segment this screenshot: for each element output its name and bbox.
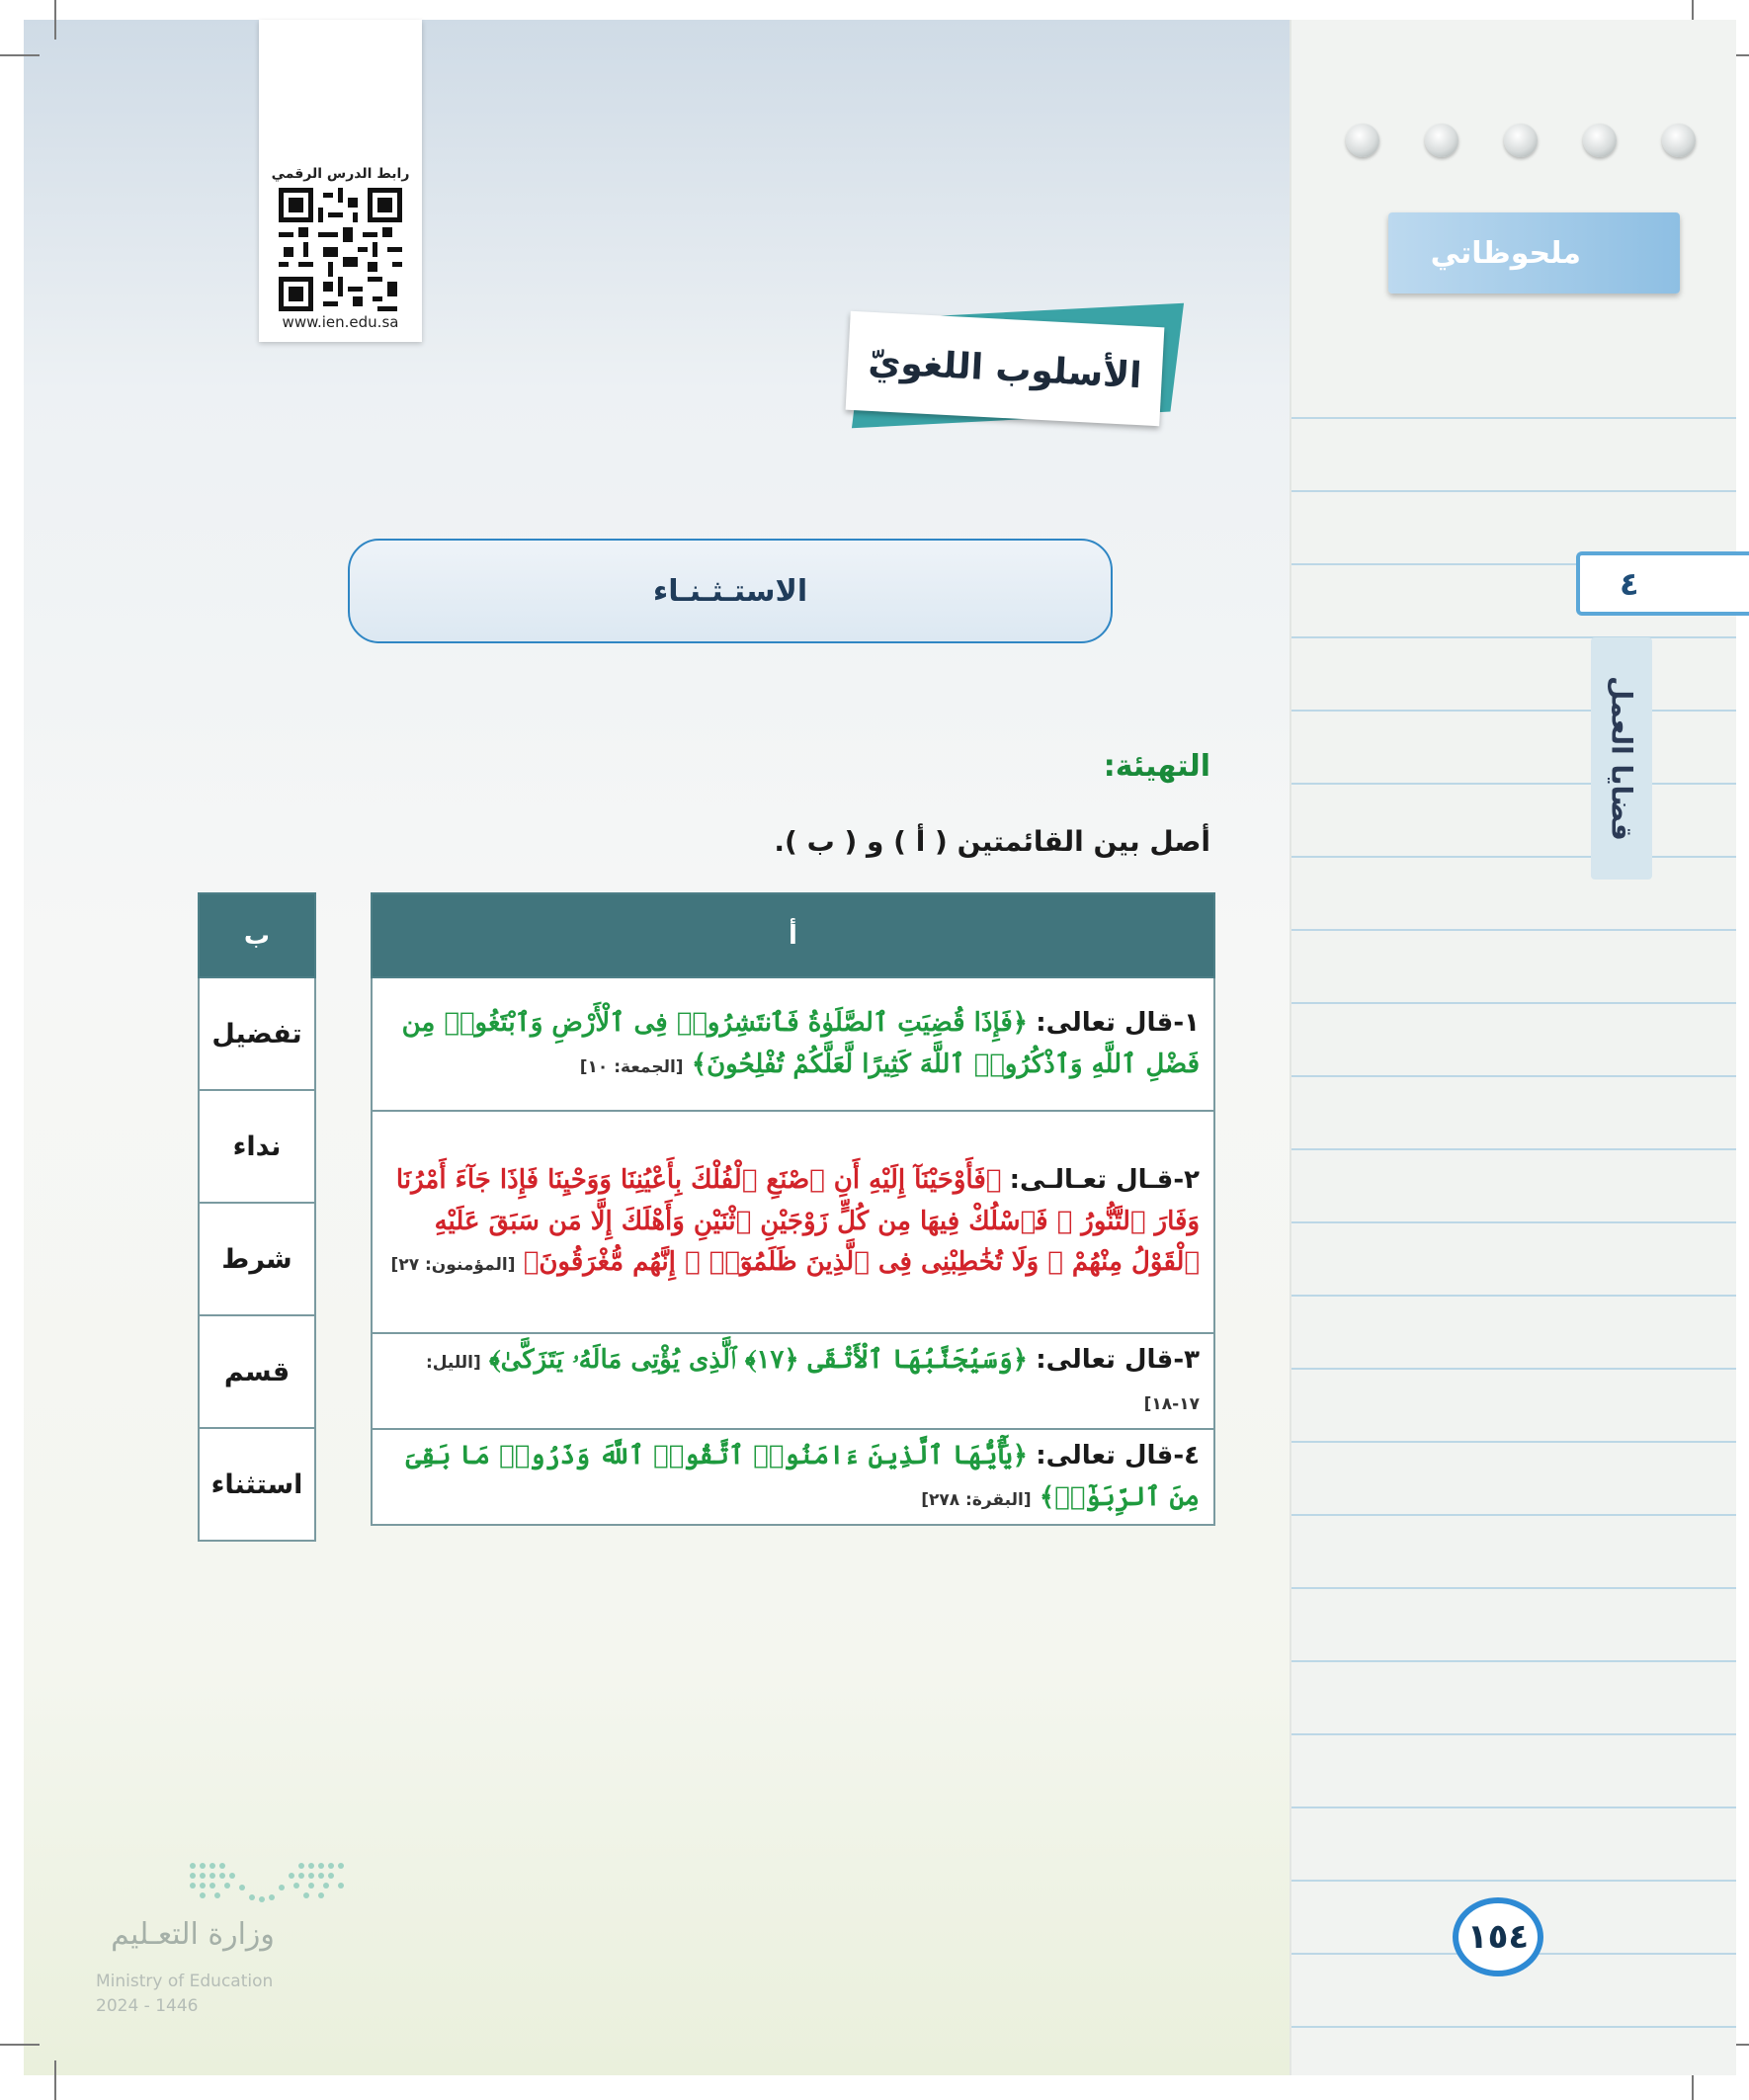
verse-reference: [الليل: ١٧-١٨]	[425, 1353, 1200, 1414]
option-cell[interactable]: استثناء	[199, 1428, 315, 1541]
notes-panel	[1290, 20, 1736, 2075]
table-row	[199, 1315, 315, 1428]
warmup-heading: التهيئة:	[1103, 749, 1210, 784]
verse-reference: [الجمعة: ١٠]	[579, 1056, 684, 1077]
crop-mark	[0, 2044, 40, 2046]
notes-panel-header	[1291, 20, 1736, 346]
verse-lead: ٣-قال تعالى:	[1036, 1345, 1200, 1375]
qr-code-icon[interactable]	[279, 188, 402, 311]
binder-ring-icon	[1346, 124, 1379, 157]
option-cell[interactable]: قسم	[199, 1315, 315, 1428]
table-row	[372, 977, 1214, 1111]
binder-ring-icon	[1425, 124, 1458, 157]
option-cell[interactable]: نداء	[199, 1090, 315, 1203]
verse-lead: ١-قال تعالى:	[1036, 1007, 1200, 1038]
crop-mark	[54, 0, 56, 40]
column-a-header: أ	[372, 893, 1214, 977]
table-row	[199, 1428, 315, 1541]
crop-mark	[54, 2060, 56, 2100]
column-a-table	[371, 892, 1215, 1526]
verse-cell	[372, 1333, 1214, 1429]
verse-reference: [المؤمنون: ٢٧]	[390, 1255, 516, 1276]
verse-cell	[372, 1111, 1214, 1333]
verse-text: ﴿فَإِذَا قُضِيَتِ ٱلصَّلَوٰةُ فَٱنتَشِرُوا۟ فِى ٱلْأَرْضِ وَٱبْتَغُوا۟ مِن فَضْلِ ٱللَّهِ وَٱذْكُرُوا۟ ٱللَّهَ كَثِيرًا لَّعَلَّكُمْ تُفْلِحُونَ﴾	[401, 1007, 1200, 1079]
verse-lead: ٢-قـال تعـالـى:	[1009, 1165, 1200, 1196]
unit-number-tab: ٤	[1576, 551, 1749, 616]
verse-text: ﴿يَٰٓأَيُّهَا ٱلَّذِينَ ءَامَنُوا۟ ٱتَّقُوا۟ ٱللَّهَ وَذَرُوا۟ مَا بَقِىَ مِنَ ٱلرِّبَوٰٓا۟﴾	[405, 1441, 1200, 1512]
column-b-table	[198, 892, 316, 1542]
ministry-emblem-icon	[183, 1858, 356, 1907]
verse-lead: ٤-قال تعالى:	[1036, 1441, 1200, 1471]
table-row	[199, 1090, 315, 1203]
option-cell[interactable]: شرط	[199, 1203, 315, 1315]
lesson-title-banner	[840, 301, 1181, 430]
qr-caption: رابط الدرس الرقمي	[271, 166, 410, 182]
binder-ring-icon	[1662, 124, 1696, 157]
ministry-name-english: Ministry of Education	[96, 1972, 274, 1991]
table-row	[199, 1203, 315, 1315]
qr-url[interactable]: www.ien.edu.sa	[282, 313, 399, 331]
page-number: ١٥٤	[1453, 1897, 1543, 1976]
verse-cell	[372, 1429, 1214, 1525]
binder-ring-icon	[1583, 124, 1617, 157]
verse-reference: [البقرة: ٢٧٨]	[921, 1489, 1032, 1510]
table-row	[372, 1111, 1214, 1333]
ministry-year: 2024 - 1446	[96, 1996, 199, 2016]
notes-label: ملحوظاتي	[1388, 212, 1680, 294]
table-row	[372, 1429, 1214, 1525]
option-cell[interactable]: تفضيل	[199, 977, 315, 1090]
topic-box: الاستـثـنـاء	[348, 539, 1113, 643]
crop-mark	[0, 54, 40, 56]
instruction: أصل بين القائمتين ( أ ) و ( ب ).	[774, 825, 1210, 858]
verse-cell	[372, 977, 1214, 1111]
table-row	[199, 977, 315, 1090]
ministry-name-arabic: وزارة التعـليم	[111, 1917, 275, 1952]
verse-text: ﴿فَأَوْحَيْنَآ إِلَيْهِ أَنِ ٱصْنَعِ ٱلْفُلْكَ بِأَعْيُنِنَا وَوَحْيِنَا فَإِذَا جَآءَ أَمْرُنَا وَفَارَ ٱلتَّنُّورُ ۙ فَٱسْلُكْ فِيهَا مِن كُلٍّ زَوْجَيْنِ ٱثْنَيْنِ وَأَهْلَكَ إِلَّا مَن سَبَقَ عَلَيْهِ ٱلْقَوْلُ مِنْهُمْ ۖ وَلَا تُخَٰطِبْنِى فِى ٱلَّذِينَ ظَلَمُوٓا۟ ۖ إِنَّهُم مُّغْرَقُونَ﴾	[395, 1165, 1200, 1278]
column-b-header: ب	[199, 893, 315, 977]
verse-text: ﴿وَسَيُجَنَّبُهَا ٱلْأَتْقَى ﴿١٧﴾ ٱلَّذِى يُؤْتِى مَالَهُۥ يَتَزَكَّىٰ﴾	[489, 1345, 1028, 1375]
table-row	[372, 1333, 1214, 1429]
qr-card[interactable]	[259, 20, 422, 342]
binder-ring-icon	[1504, 124, 1538, 157]
lesson-title: الأسلوب اللغويّ	[846, 311, 1165, 427]
unit-name-tab: قضايا العمل	[1591, 637, 1652, 880]
